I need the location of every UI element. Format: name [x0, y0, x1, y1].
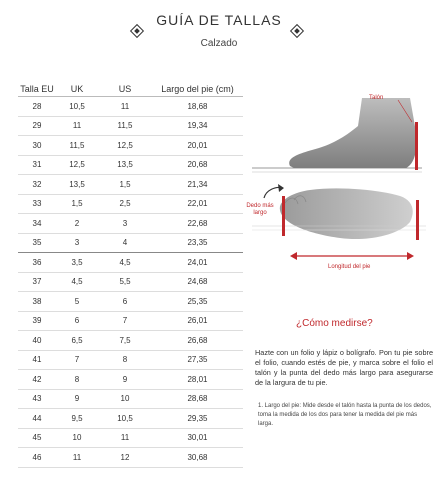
cell-length: 26,01: [187, 316, 208, 326]
cell-eu: 30: [32, 140, 42, 150]
foot-drawing-icon: [250, 92, 430, 277]
cell-eu: 46: [32, 452, 42, 462]
table-row: [18, 214, 243, 234]
table-row: [18, 292, 243, 312]
table-row: [18, 136, 243, 156]
cell-eu: 43: [32, 394, 42, 404]
table-row: [18, 429, 243, 449]
cell-us: 12: [120, 452, 130, 462]
cell-us: 11: [120, 433, 130, 443]
table-row: [18, 448, 243, 468]
cell-eu: 42: [32, 374, 42, 384]
label-foot-length: Longitud del pie: [328, 264, 371, 270]
column-header-eu: Talla EU: [20, 84, 54, 94]
cell-eu: 29: [32, 121, 42, 131]
cell-uk: 1,5: [71, 199, 83, 209]
table-row: [18, 370, 243, 390]
cell-eu: 36: [32, 257, 42, 267]
cell-length: 28,01: [187, 374, 208, 384]
cell-uk: 3: [74, 238, 80, 248]
cell-uk: 12,5: [69, 160, 85, 170]
cell-uk: 7: [74, 355, 80, 365]
cell-length: 22,68: [187, 218, 208, 228]
label-heel: Talón: [369, 95, 384, 101]
cell-length: 24,01: [187, 257, 208, 267]
cell-us: 1,5: [119, 179, 131, 189]
page-title: GUÍA DE TALLAS: [156, 12, 282, 28]
cell-length: 30,68: [187, 452, 208, 462]
cell-us: 6: [122, 296, 128, 306]
cell-us: 2,5: [119, 199, 131, 209]
cell-us: 7: [122, 316, 128, 326]
cell-uk: 11: [72, 452, 82, 462]
cell-uk: 11,5: [69, 140, 85, 150]
cell-eu: 33: [32, 199, 42, 209]
cell-length: 27,35: [187, 355, 208, 365]
header: [0, 0, 438, 70]
cell-length: 19,34: [187, 121, 208, 131]
table-row: [18, 253, 243, 273]
table-row: [18, 273, 243, 293]
label-longest-toe: Dedo más largo: [246, 203, 274, 216]
cell-eu: 41: [32, 355, 42, 365]
cell-us: 11,5: [117, 121, 133, 131]
cell-us: 11: [120, 101, 130, 111]
cell-us: 8: [122, 355, 128, 365]
cell-uk: 4,5: [71, 277, 83, 287]
cell-uk: 10: [72, 433, 82, 443]
cell-uk: 10,5: [69, 101, 85, 111]
table-row: [18, 156, 243, 176]
cell-length: 20,68: [187, 160, 208, 170]
table-row: [18, 351, 243, 371]
size-table: [18, 82, 243, 468]
table-row: [18, 331, 243, 351]
cell-eu: 28: [32, 101, 42, 111]
foot-illustration: [246, 92, 430, 277]
cell-us: 12,5: [117, 140, 133, 150]
cell-us: 9: [122, 374, 128, 384]
cell-uk: 13,5: [69, 179, 85, 189]
cell-us: 4,5: [119, 257, 131, 267]
column-header-length: Largo del pie (cm): [161, 84, 234, 94]
cell-us: 4: [122, 238, 128, 248]
cell-us: 3: [122, 218, 128, 228]
cell-length: 20,01: [187, 140, 208, 150]
cell-eu: 35: [32, 238, 42, 248]
table-row: [18, 117, 243, 137]
cell-eu: 31: [32, 160, 42, 170]
cell-eu: 38: [32, 296, 42, 306]
page-subtitle: Calzado: [200, 38, 238, 49]
cell-eu: 39: [32, 316, 42, 326]
cell-uk: 3,5: [71, 257, 83, 267]
table-header: [18, 82, 243, 97]
howto-paragraph: Hazte con un folio y lápiz o bolígrafo. Pon tu pie sobre el folio, cuando estés de pie, y marca sobre el folio el talón y la punta del dedo más largo para asegurarse de la largura de tu pie.: [255, 348, 433, 387]
cell-eu: 34: [32, 218, 42, 228]
cell-length: 24,68: [187, 277, 208, 287]
cell-eu: 32: [32, 179, 42, 189]
howto-title: ¿Cómo medirse?: [296, 318, 373, 329]
howto-step-1: 1. Largo del pie: Mide desde el talón hasta la punta de los dedos, toma la medida de los dos para tener la medida del pie más larga.: [258, 403, 432, 427]
cell-length: 30,01: [187, 433, 208, 443]
cell-eu: 45: [32, 433, 42, 443]
cell-length: 23,35: [187, 238, 208, 248]
table-row: [18, 390, 243, 410]
cell-length: 29,35: [187, 413, 208, 423]
cell-uk: 6: [74, 316, 80, 326]
cell-uk: 8: [74, 374, 80, 384]
column-header-uk: UK: [70, 84, 84, 94]
cell-us: 7,5: [119, 335, 131, 345]
cell-eu: 44: [32, 413, 42, 423]
cell-uk: 6,5: [71, 335, 83, 345]
cell-us: 10: [120, 394, 130, 404]
cell-us: 5,5: [119, 277, 131, 287]
table-body: [18, 97, 243, 468]
table-row: [18, 312, 243, 332]
cell-uk: 9: [74, 394, 80, 404]
cell-length: 18,68: [187, 101, 208, 111]
cell-uk: 9,5: [71, 413, 83, 423]
cell-us: 10,5: [117, 413, 133, 423]
column-header-us: US: [118, 84, 132, 94]
table-row: [18, 409, 243, 429]
cell-length: 21,34: [187, 179, 208, 189]
table-row: [18, 195, 243, 215]
cell-length: 25,35: [187, 296, 208, 306]
cell-length: 22,01: [187, 199, 208, 209]
cell-us: 13,5: [117, 160, 133, 170]
cell-length: 26,68: [187, 335, 208, 345]
cell-uk: 11: [72, 121, 82, 131]
table-row: [18, 234, 243, 254]
cell-eu: 40: [32, 335, 42, 345]
cell-uk: 5: [74, 296, 80, 306]
cell-length: 28,68: [187, 394, 208, 404]
cell-uk: 2: [74, 218, 80, 228]
table-row: [18, 175, 243, 195]
cell-eu: 37: [32, 277, 42, 287]
table-row: [18, 97, 243, 117]
